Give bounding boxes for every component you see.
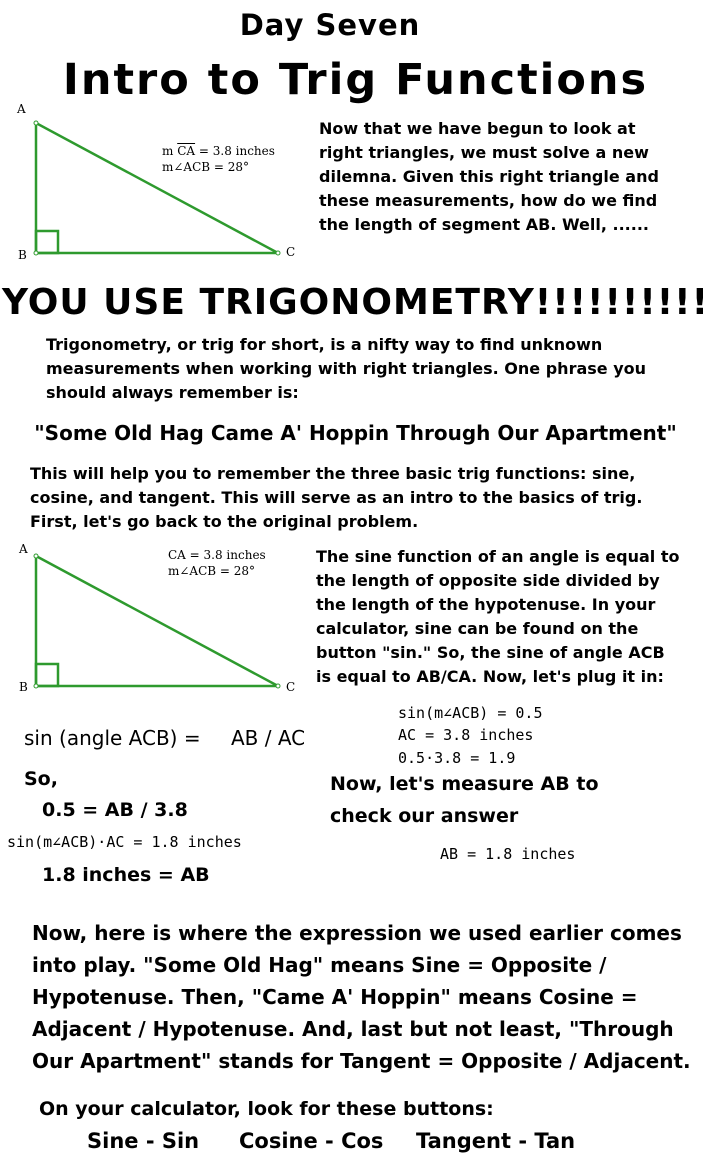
triangle-1-shape <box>36 123 278 253</box>
vertex-b-label-1: B <box>18 248 27 262</box>
vertex-c-label-2: C <box>286 680 296 694</box>
trigonometry-banner: YOU USE TRIGONOMETRY!!!!!!!!!! <box>2 282 709 323</box>
vertex-c-point-1 <box>276 251 280 255</box>
triangle-1-length-label: m $\overline{CA} = 3.8$ inches <box>162 144 275 158</box>
vertex-c-point-2 <box>276 684 280 688</box>
sine-button-label: Sine - Sin <box>87 1129 200 1153</box>
ratio-equation: 0.5 = AB / 3.8 <box>42 799 188 821</box>
check-line-2: check our answer <box>330 805 519 827</box>
expression-paragraph: Now, here is where the expression we used earlier comes into play. "Some Old Hag" means Sine = Opposite / Hypotenuse. Then, "Came A' Hoppin" means Cosine = Adjacent / Hypotenuse. And, last but not least, "Through Our Apartment" stands for Tangent = Opposite / Adjacent. <box>32 921 691 1073</box>
triangle-1-angle-label: m∠ACB = 28° <box>162 160 250 174</box>
day-heading: Day Seven <box>239 8 421 42</box>
vertex-b-label-2: B <box>19 680 28 694</box>
measure-equation: sin(m∠ACB)·AC = 1.8 inches <box>7 833 242 851</box>
vertex-a-point-1 <box>34 121 38 125</box>
result-equation: 1.8 inches = AB <box>42 864 210 886</box>
sine-equation-left: sin (angle ACB) = <box>24 726 201 750</box>
check-line-1: Now, let's measure AB to <box>330 773 599 795</box>
vertex-b-point-1 <box>34 251 38 255</box>
triangle-2-length-label: CA = 3.8 inches <box>168 548 266 562</box>
trig-paragraph: Trigonometry, or trig for short, is a nifty way to find unknown measurements when working with right triangles. One phrase you should always remember is: <box>46 335 647 402</box>
tangent-button-label: Tangent - Tan <box>416 1129 576 1153</box>
measured-ab: AB = 1.8 inches <box>440 845 576 863</box>
calc-sine-value: sin(m∠ACB) = 0.5 <box>398 704 543 722</box>
mnemonic-phrase: "Some Old Hag Came A' Hoppin Through Our Apartment" <box>34 421 677 445</box>
page-title: Intro to Trig Functions <box>62 55 649 105</box>
vertex-b-point-2 <box>34 684 38 688</box>
vertex-a-label-1: A <box>17 102 26 116</box>
calculator-intro: On your calculator, look for these buttons: <box>39 1098 494 1120</box>
right-angle-marker-1 <box>36 231 58 253</box>
intro-paragraph: Now that we have begun to look at right triangles, we must solve a new dilemna. Given this right triangle and these measurements, how do we find the length of segment AB. Well, ...... <box>319 119 659 234</box>
calc-product: 0.5·3.8 = 1.9 <box>398 749 516 767</box>
triangle-2-angle-label: m∠ACB = 28° <box>168 564 256 578</box>
right-angle-marker-2 <box>36 664 58 686</box>
vertex-a-label-2: A <box>19 542 28 556</box>
vertex-c-label-1: C <box>286 245 296 259</box>
functions-paragraph: This will help you to remember the three basic trig functions: sine, cosine, and tangent. This will serve as an intro to the basics of trig. First, let's go back to the original problem. <box>30 464 643 531</box>
vertex-a-point-2 <box>34 554 38 558</box>
sine-equation-right: AB / AC <box>231 726 306 750</box>
so-label: So, <box>24 768 58 790</box>
cosine-button-label: Cosine - Cos <box>239 1129 384 1153</box>
sine-paragraph: The sine function of an angle is equal to the length of opposite side divided by the length of the hypotenuse. In your calculator, sine can be found on the button "sin." So, the sine of angle ACB is equal to AB/CA. Now, let's plug it in: <box>316 547 680 686</box>
calc-ac-length: AC = 3.8 inches <box>398 726 534 744</box>
triangle-1-diagram <box>0 95 300 270</box>
